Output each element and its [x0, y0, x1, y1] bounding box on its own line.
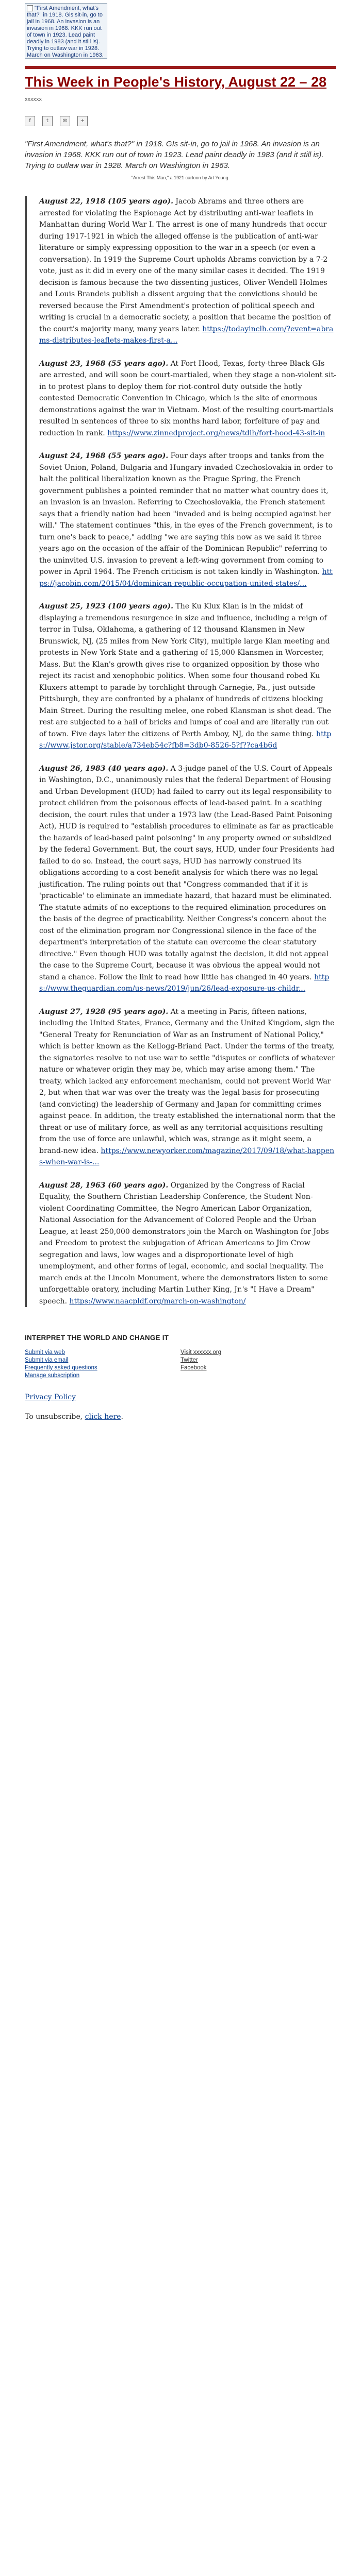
twitter-icon[interactable]: t: [42, 116, 53, 126]
submit-web-link[interactable]: Submit via web: [25, 1349, 65, 1355]
entry-link[interactable]: https://www.theguardian.com/us-news/2019/jun/26/lead-exposure-us-childr...: [39, 973, 330, 993]
footer-links-right: [180, 1349, 336, 1380]
entry-text: Organized by the Congress of Racial Equality, the Southern Christian Leadership Conference, the Student Non-violent Coordinating Committee, the Negro American Labor Organization, National Association for the Advancement of Colored People and the Urban League, at least 250,000 demonstrators join the March on Washington for Jobs and Freedom to protest the subjugation of African Americans to Jim Crow segregation and laws, low wages and a disproportionate level of high unemployment, and other forms of legal, economic, and social inequality. The march ends at the Lincoln Monument, where the demonstrators listen to some unforgettable oratory, including Martin Luther King, Jr.'s "I Have a Dream" speech.: [39, 1181, 329, 1306]
unsubscribe-link[interactable]: click here: [85, 1413, 121, 1421]
entry: [39, 763, 336, 995]
footer-title: INTERPRET THE WORLD AND CHANGE IT: [25, 1334, 169, 1342]
entry-text: Four days after troops and tanks from the Soviet Union, Poland, Bulgaria and Hungary invaded Czechoslovakia in order to halt the political liberalization known as the Prague Spring, the French government publishes a pointed reminder that no matter what country does it, an invasion is an invasion. Referring to Czechoslovakia, the French statement says that a friendly nation had been "invaded and is being occupied against her will." The statement continues "this, in the eyes of the French government, is to turn one's back to peace," adding "we are saying this now as we said it three years ago on the occasion of the affair of the Dominican Republic" referring to the uninvited U.S. invasion to prevent a left-wing government from coming to power in April 1964. The French criticism is not taken kindly in Washington.: [39, 452, 333, 576]
banner-alt-text: "First Amendment, what's that?" in 1918. Gis sit-in, go to jail in 1968. An invasion is an invasion in 1968. KKK run out of town in 1923. Lead paint deadly in 1983 (and it still is). Trying to outlaw war in 1928. March on Washington in 1963.: [27, 5, 104, 58]
privacy-policy-link[interactable]: Privacy Policy: [25, 1393, 76, 1401]
unsubscribe-prefix: To unsubscribe,: [25, 1413, 85, 1421]
entry: [39, 1180, 336, 1308]
entry: [39, 601, 336, 752]
share-icon[interactable]: +: [77, 116, 88, 126]
social-share-bar: [25, 116, 336, 126]
entry-text: At Fort Hood, Texas, forty-three Black GIs are arrested, and will soon be court-martialed, when they stage a non-violent sit-in to protest plans to deploy them for riot-control duty outside the hotly contested Democratic Convention in Chicago, which is the site of enormous demonstrations against the war in Vietnam. Most of the resulting court-martials resulted in sentences of three to six months hard labor, forfeiture of pay and reduction in rank.: [39, 359, 336, 437]
entry-text: The Ku Klux Klan is in the midst of displaying a tremendous resurgence in size and influence, including a reign of terror in Tulsa, Oklahoma, a gathering of 12 thousand Klansmen in New Brunswick, NJ, (25 miles from New York City), multiple large Klan meeting and protests in New York State and a gathering of 15,000 Klansmen in Worcester, Mass. But the Klan's growth gives rise to organized opposition by those who reject its racist and xenophobic politics. When some four thousand robed Ku Kluxers attempt to parade by torchlight through Carnegie, Pa., just outside Pittsburgh, they are confronted by a phalanx of hundreds of citizens blocking Main Street. During the resulting melee, one robed Klansman is shot dead. The rest are subjected to a hail of bricks and lumps of coal and are literally run out of town. Five days later the citizens of Perth Amboy, NJ, do the same thing.: [39, 602, 331, 738]
entry-link[interactable]: https://www.newyorker.com/magazine/2017/09/18/what-happens-when-war-is-...: [39, 1146, 335, 1166]
footer-links-left: [25, 1349, 180, 1380]
newsletter: [25, 0, 336, 1421]
entry-link[interactable]: https://jacobin.com/2015/04/dominican-republic-occupation-united-states/...: [39, 568, 333, 588]
visit-site-link[interactable]: Visit xxxxxx.org: [180, 1349, 222, 1355]
entry-date: August 25, 1923 (100 years ago).: [39, 602, 173, 611]
twitter-link[interactable]: Twitter: [180, 1357, 198, 1363]
manage-subscription-link[interactable]: Manage subscription: [25, 1372, 80, 1379]
intro-quote: "First Amendment, what's that?" in 1918. GIs sit-in, go to jail in 1968. An invasion is an invasion in 1968. KKK run out of town in 1923. Lead paint deadly in 1983 (and it still is). Trying to outlaw war in 1928. March on Washington in 1963.: [25, 140, 324, 170]
entry-date: August 27, 1928 (95 years ago).: [39, 1007, 169, 1016]
entry-text: Jacob Abrams and three others are arrested for violating the Espionage Act by distributing anti-war leaflets in Manhattan during World War I. The arrest is one of many hundreds that occur during 1917-1921 in which the alleged offense is the publication of anti-war literature or simply expressing opposition to the war in a speech (or even a conversation). In 1919 the Supreme Court upholds Abrams conviction by a 7-2 vote, just as it did in every one of the many similar cases it decided. The 1919 decision is famous because the two dissenting justices, Oliver Wendell Holmes and Louis Brandeis publish a dissent arguing that the convictions should be reversed because the First Amendment's protection of political speech and writing is crucial in a democratic society, a position that became the position of the court's majority many, many years later.: [39, 197, 331, 333]
page-title[interactable]: This Week in People's History, August 22 – 28: [25, 74, 327, 90]
unsubscribe-suffix: .: [121, 1413, 123, 1421]
broken-image-icon: [27, 5, 33, 11]
entry-date: August 23, 1968 (55 years ago).: [39, 359, 169, 368]
faq-link[interactable]: Frequently asked questions: [25, 1365, 97, 1371]
unsubscribe-line: [25, 1413, 336, 1421]
entry-date: August 26, 1983 (40 years ago).: [39, 764, 169, 773]
placeholder-text: xxxxxx: [25, 96, 42, 103]
footer-links: [25, 1349, 336, 1380]
entry: [39, 196, 336, 347]
email-icon[interactable]: ✉: [60, 116, 70, 126]
submit-email-link[interactable]: Submit via email: [25, 1357, 69, 1363]
entries-list: [25, 196, 336, 1307]
facebook-icon[interactable]: f: [25, 116, 35, 126]
entry: [39, 450, 336, 589]
entry-link[interactable]: https://www.naacpldf.org/march-on-washington/: [69, 1297, 246, 1306]
entry-link[interactable]: https://todayinclh.com/?event=abrams-distributes-leaflets-makes-first-a...: [39, 325, 334, 345]
entry: [39, 358, 336, 439]
entry-text: At a meeting in Paris, fifteen nations, including the United States, France, Germany and the United Kingdom, sign the "General Treaty for Renunciation of War as an Instrument of National Policy," which is better known as the Kellogg-Briand Pact. Under the terms of the treaty, the signatories resolve to not use war to settle "disputes or conflicts of whatever nature or whatever origin they may be, which may arise among them." The treaty, which lacked any enforcement mechanism, could not prevent World War 2, but when that war was over the treaty was the legal basis for prosecuting (and convicting) the leadership of Germany and Japan for committing crimes against peace. In addition, the treaty established the international norm that the threat or use of military force, as well as any territorial acquisitions resulting from the use of force are unlawful, which was, strange as it might seem, a brand-new idea.: [39, 1007, 336, 1155]
header-rule: [25, 66, 336, 69]
entry-date: August 28, 1963 (60 years ago).: [39, 1181, 169, 1190]
banner-image: [25, 3, 107, 59]
entry: [39, 1006, 336, 1168]
facebook-link[interactable]: Facebook: [180, 1365, 207, 1371]
entry-link[interactable]: https://www.zinnedproject.org/news/tdih/fort-hood-43-sit-in: [107, 429, 325, 437]
entry-text: A 3-judge panel of the U.S. Court of Appeals in Washington, D.C., unanimously rules that the federal Department of Housing and Urban Development (HUD) had failed to carry out its legal responsibility to protect children from the poisonous effects of lead-based paint. In a scathing decision, the court rules that under a 1973 law (the Lead-Based Paint Poisoning Act), HUD is required to "establish procedures to eliminate as far as practicable the hazards of lead-based paint poisoning" in any property owned or subsidized by the federal Government. But, the court says, HUD, under four Presidents had failed to do so. Instead, the court says, HUD has narrowly construed its obligations according to a cost-benefit analysis for which there was no legal justification. The ruling points out that "Congress commanded that if it is 'practicable' to eliminate an immediate hazard, that hazard must be eliminated. The statute admits of no exceptions to the required elimination procedures on the basis of the degree of practicability. Neither Congress's concern about the cost of the elimination program nor Congressional silence in the face of the department's interpretation of the statute can overcome the clear statutory directive." Even though HUD was totally against the decision, it did not appeal the case to the Supreme Court, because it was obvious the appeal would not stand a chance. Follow the link to read how little has changed in 40 years.: [39, 764, 335, 981]
entry-date: August 24, 1968 (55 years ago).: [39, 452, 169, 460]
entry-link[interactable]: https://www.jstor.org/stable/a734eb54c?fb8=3db0-8526-5?f??ca4b6d: [39, 730, 332, 750]
entry-date: August 22, 1918 (105 years ago).: [39, 197, 173, 206]
image-caption: "Arrest This Man," a 1921 cartoon by Art Young.: [131, 175, 230, 180]
